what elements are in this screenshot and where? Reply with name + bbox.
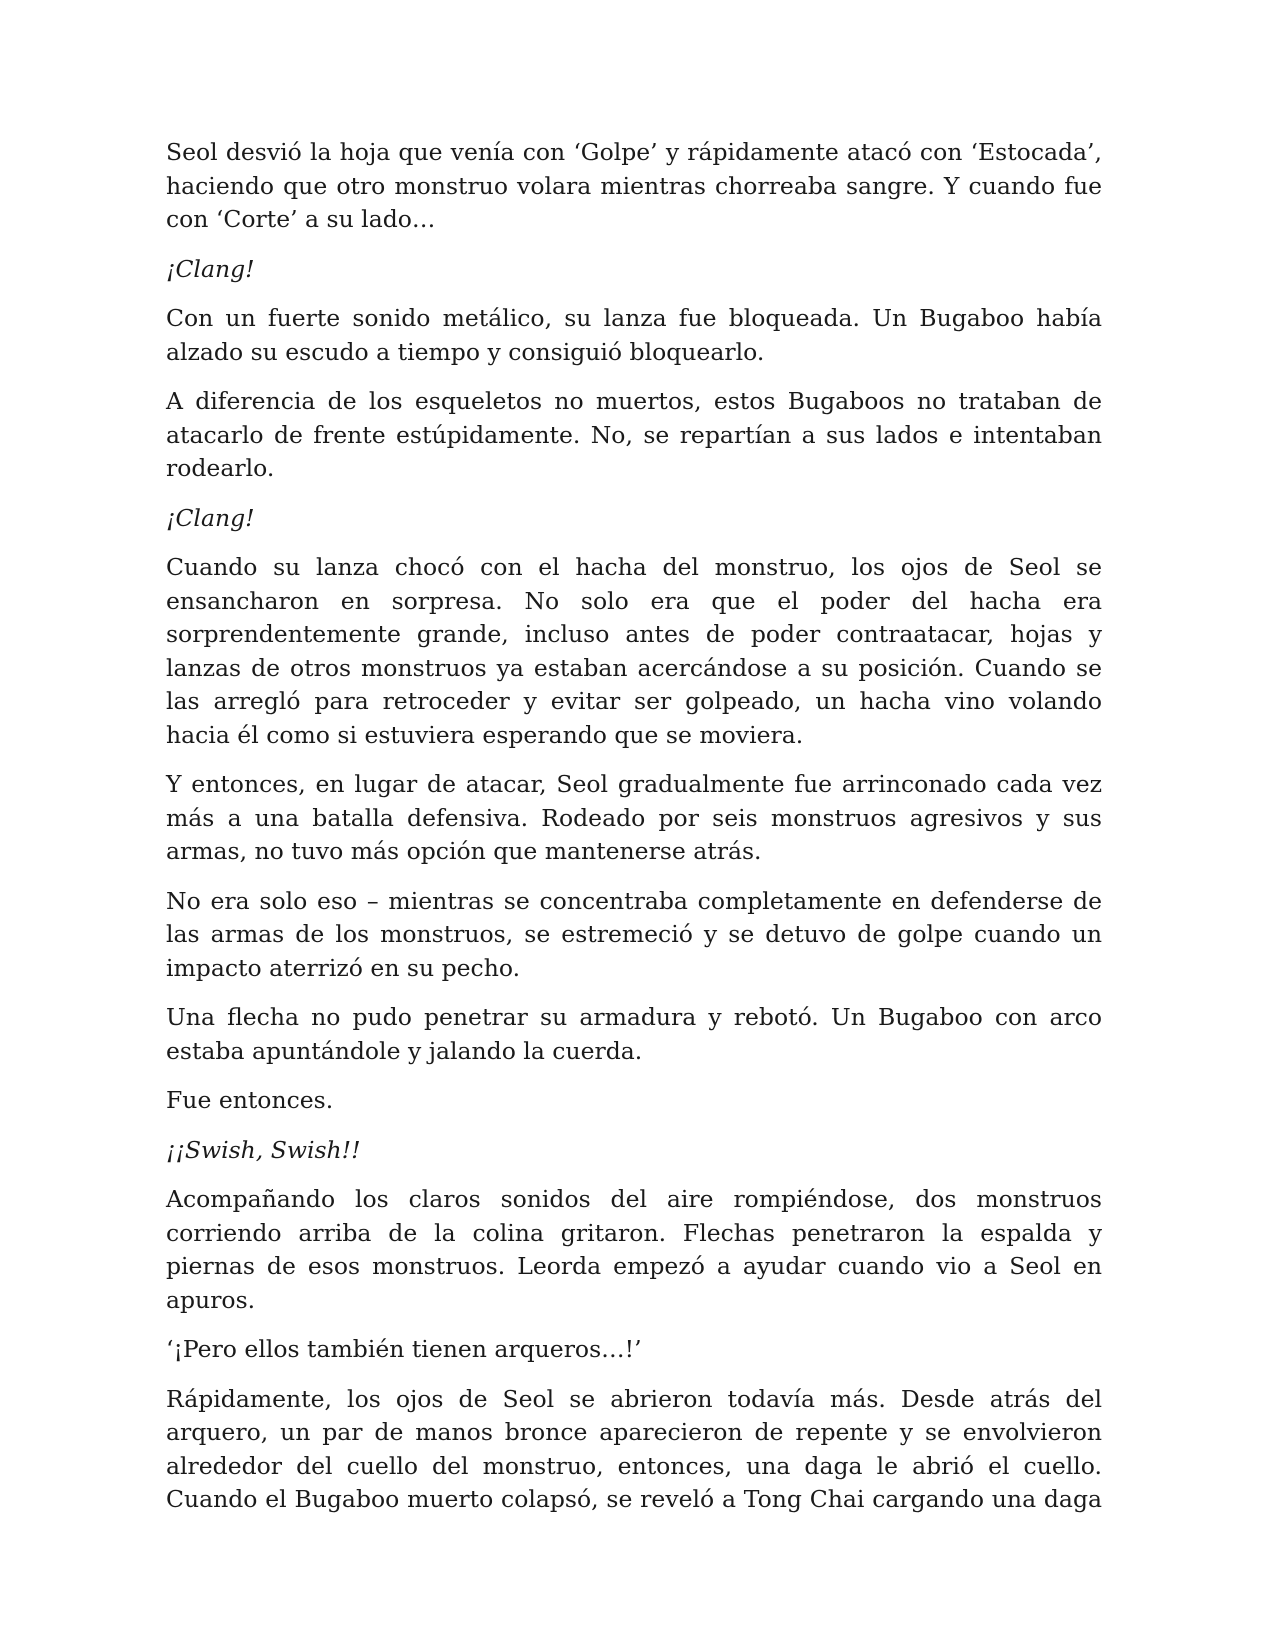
sound-effect: ¡¡Swish, Swish!! [166,1135,361,1164]
paragraph: Una flecha no pudo penetrar su armadura y rebotó. Un Bugaboo con arco estaba apuntándole y jalando la cuerda. [166,1003,1102,1065]
document-body [166,136,1102,1533]
sound-effect: ¡Clang! [166,254,255,283]
paragraph: Rápidamente, los ojos de Seol se abrieron todavía más. Desde atrás del arquero, un par de manos bronce aparecieron de repente y se envolvieron alrededor del cuello del monstruo, entonces, una daga le abrió el cuello. Cuando el Bugaboo muerto colapsó, se reveló a Tong Chai cargando una daga [166,1384,1102,1513]
paragraph: Seol desvió la hoja que venía con ‘Golpe’ y rápidamente atacó con ‘Estocada’, haciendo que otro monstruo volara mientras chorreaba sangre. Y cuando fue con ‘Corte’ a su lado… [166,138,1102,233]
paragraph: Acompañando los claros sonidos del aire rompiéndose, dos monstruos corriendo arriba de la colina gritaron. Flechas penetraron la espalda y piernas de esos monstruos. Leorda empezó a ayudar cuando vio a Seol en apuros. [166,1185,1102,1314]
thought-quote: ‘¡Pero ellos también tienen arqueros…!’ [166,1335,642,1363]
paragraph: A diferencia de los esqueletos no muertos, estos Bugaboos no trataban de atacarlo de frente estúpidamente. No, se repartían a sus lados e intentaban rodearlo. [166,387,1102,482]
paragraph: Fue entonces. [166,1086,334,1114]
paragraph: Con un fuerte sonido metálico, su lanza fue bloqueada. Un Bugaboo había alzado su escudo a tiempo y consiguió bloquearlo. [166,304,1102,366]
paragraph: Cuando su lanza chocó con el hacha del monstruo, los ojos de Seol se ensancharon en sorpresa. No solo era que el poder del hacha era sorprendentemente grande, incluso antes de poder contraatacar, hojas y lanzas de otros monstruos ya estaban acercándose a su posición. Cuando se las arregló para retroceder y evitar ser golpeado, un hacha vino volando hacia él como si estuviera esperando que se moviera. [166,553,1102,749]
paragraph: Y entonces, en lugar de atacar, Seol gradualmente fue arrinconado cada vez más a una batalla defensiva. Rodeado por seis monstruos agresivos y sus armas, no tuvo más opción que mantenerse atrás. [166,770,1102,865]
paragraph: No era solo eso – mientras se concentraba completamente en defenderse de las armas de los monstruos, se estremeció y se detuvo de golpe cuando un impacto aterrizó en su pecho. [166,886,1102,982]
sound-effect: ¡Clang! [166,503,255,532]
